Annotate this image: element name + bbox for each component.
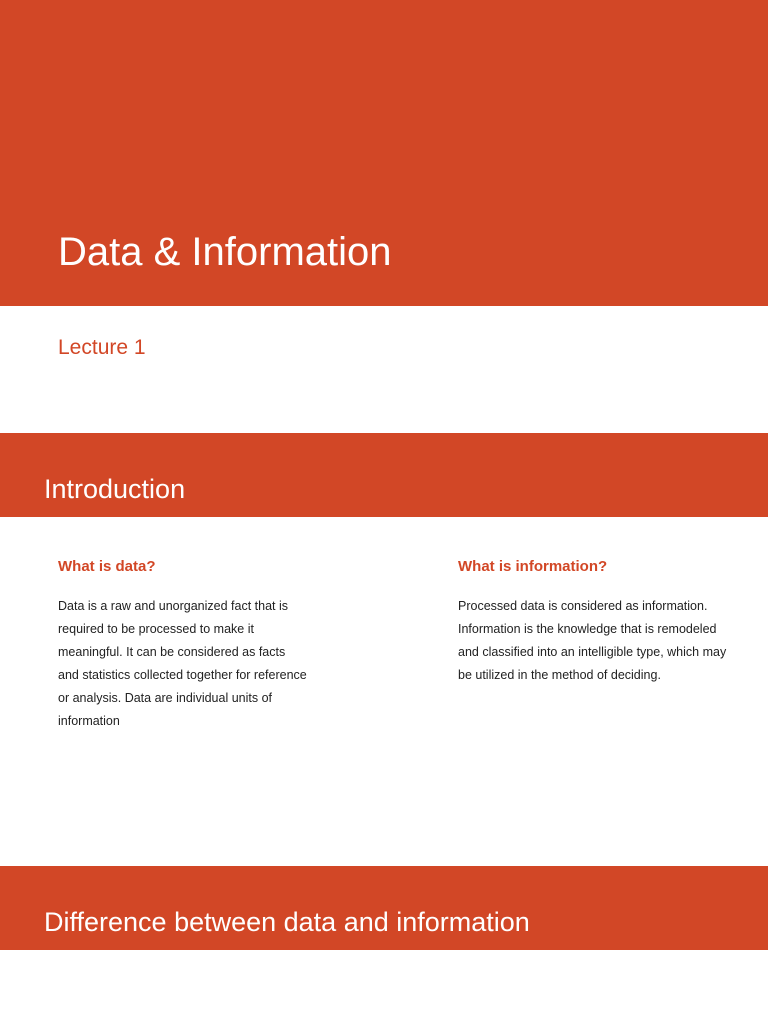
information-definition-column	[458, 555, 728, 687]
difference-heading: Difference between data and information	[44, 907, 530, 937]
presentation-title: Data & Information	[58, 230, 392, 274]
information-definition-text: Processed data is considered as information. Information is the knowledge that is remodeled and classified into an intelligible type, which may be utilized in the method of deciding.	[458, 599, 727, 682]
data-definition-text: Data is a raw and unorganized fact that is required to be processed to make it meaningful. It can be considered as facts and statistics collected together for reference or analysis. Data are individual units of information	[58, 599, 307, 728]
data-definition-column	[58, 555, 308, 733]
introduction-heading: Introduction	[44, 474, 186, 504]
presentation-subtitle: Lecture 1	[58, 336, 146, 359]
data-question-heading: What is data?	[58, 558, 156, 575]
information-question-heading: What is information?	[458, 558, 608, 575]
